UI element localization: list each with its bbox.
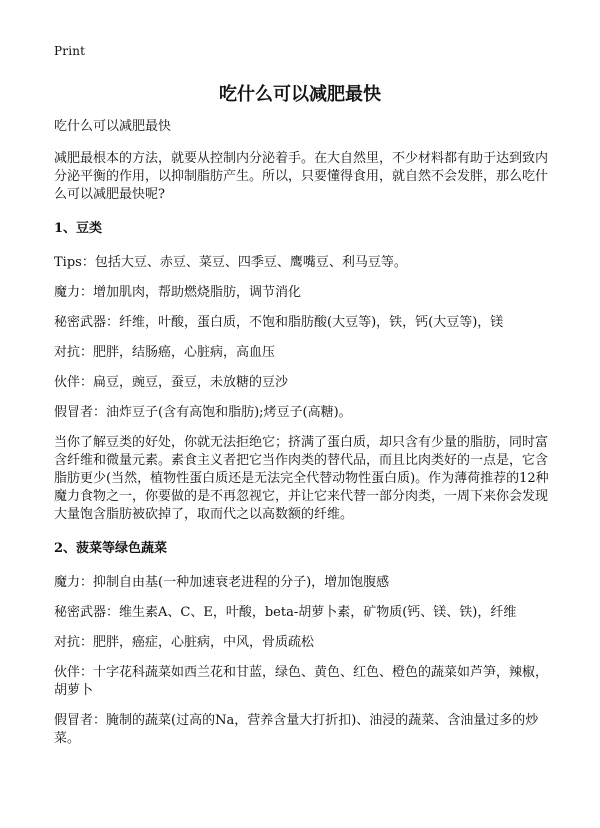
section-line: 魔力：增加肌肉，帮助燃烧脂肪，调节消化 [54,285,302,300]
section-line: 魔力：抑制自由基(一种加速衰老进程的分子)，增加饱腹感 [54,575,390,590]
section-line: 秘密武器：维生素A、C、E，叶酸，beta-胡萝卜素，矿物质(钙、镁、铁)，纤维 [54,605,517,620]
section-line: 对抗：肥胖，癌症，心脏病，中风，骨质疏松 [54,635,315,650]
section-line: 伙伴：扁豆，豌豆，蚕豆，未放糖的豆沙 [54,375,289,390]
section-paragraph: 当你了解豆类的好处，你就无法拒绝它；挤满了蛋白质，却只含有少量的脂肪，同时富含纤维和微量元素。素食主义者把它当作肉类的替代品，而且比肉类好的一点是，它含脂肪更少(当然，植物性蛋白质还是无法完全代替动物性蛋白质)。作为薄荷推荐的12种魔力食物之一，你要做的是不再忽视它，并让它来代替一部分肉类，一周下来你会发现大量饱含脂肪被砍掉了，取而代之以高数额的纤维。 [54,435,549,522]
document-subtitle: 吃什么可以减肥最快 [54,119,172,134]
intro-paragraph: 减肥最根本的方法，就要从控制内分泌着手。在大自然里，不少材料都有助于达到致内分泌平衡的作用，以抑制脂肪产生。所以，只要懂得食用，就自然不会发胖，那么吃什么可以减肥最快呢? [54,151,549,202]
section-heading-greens: 2、菠菜等绿色蔬菜 [54,541,168,556]
section-heading-beans: 1、豆类 [54,221,103,236]
section-line: 秘密武器：纤维，叶酸，蛋白质，不饱和脂肪酸(大豆等)，铁，钙(大豆等)，镁 [54,315,504,330]
section-line: 假冒者：油炸豆子(含有高饱和脂肪);烤豆子(高糖)。 [54,405,352,420]
document-title: 吃什么可以减肥最快 [219,84,381,105]
section-line: Tips：包括大豆、赤豆、菜豆、四季豆、鹰嘴豆、利马豆等。 [54,255,407,270]
section-line: 伙伴：十字花科蔬菜如西兰花和甘蓝，绿色、黄色、红色、橙色的蔬菜如芦笋，辣椒，胡萝卜 [54,665,549,698]
section-line: 假冒者：腌制的蔬菜(过高的Na，营养含量大打折扣)、油浸的蔬菜、含油量过多的炒菜。 [54,713,539,746]
document-body [54,118,554,760]
section-line: 对抗：肥胖，结肠癌，心脏病，高血压 [54,345,276,360]
print-label: Print [54,44,86,58]
